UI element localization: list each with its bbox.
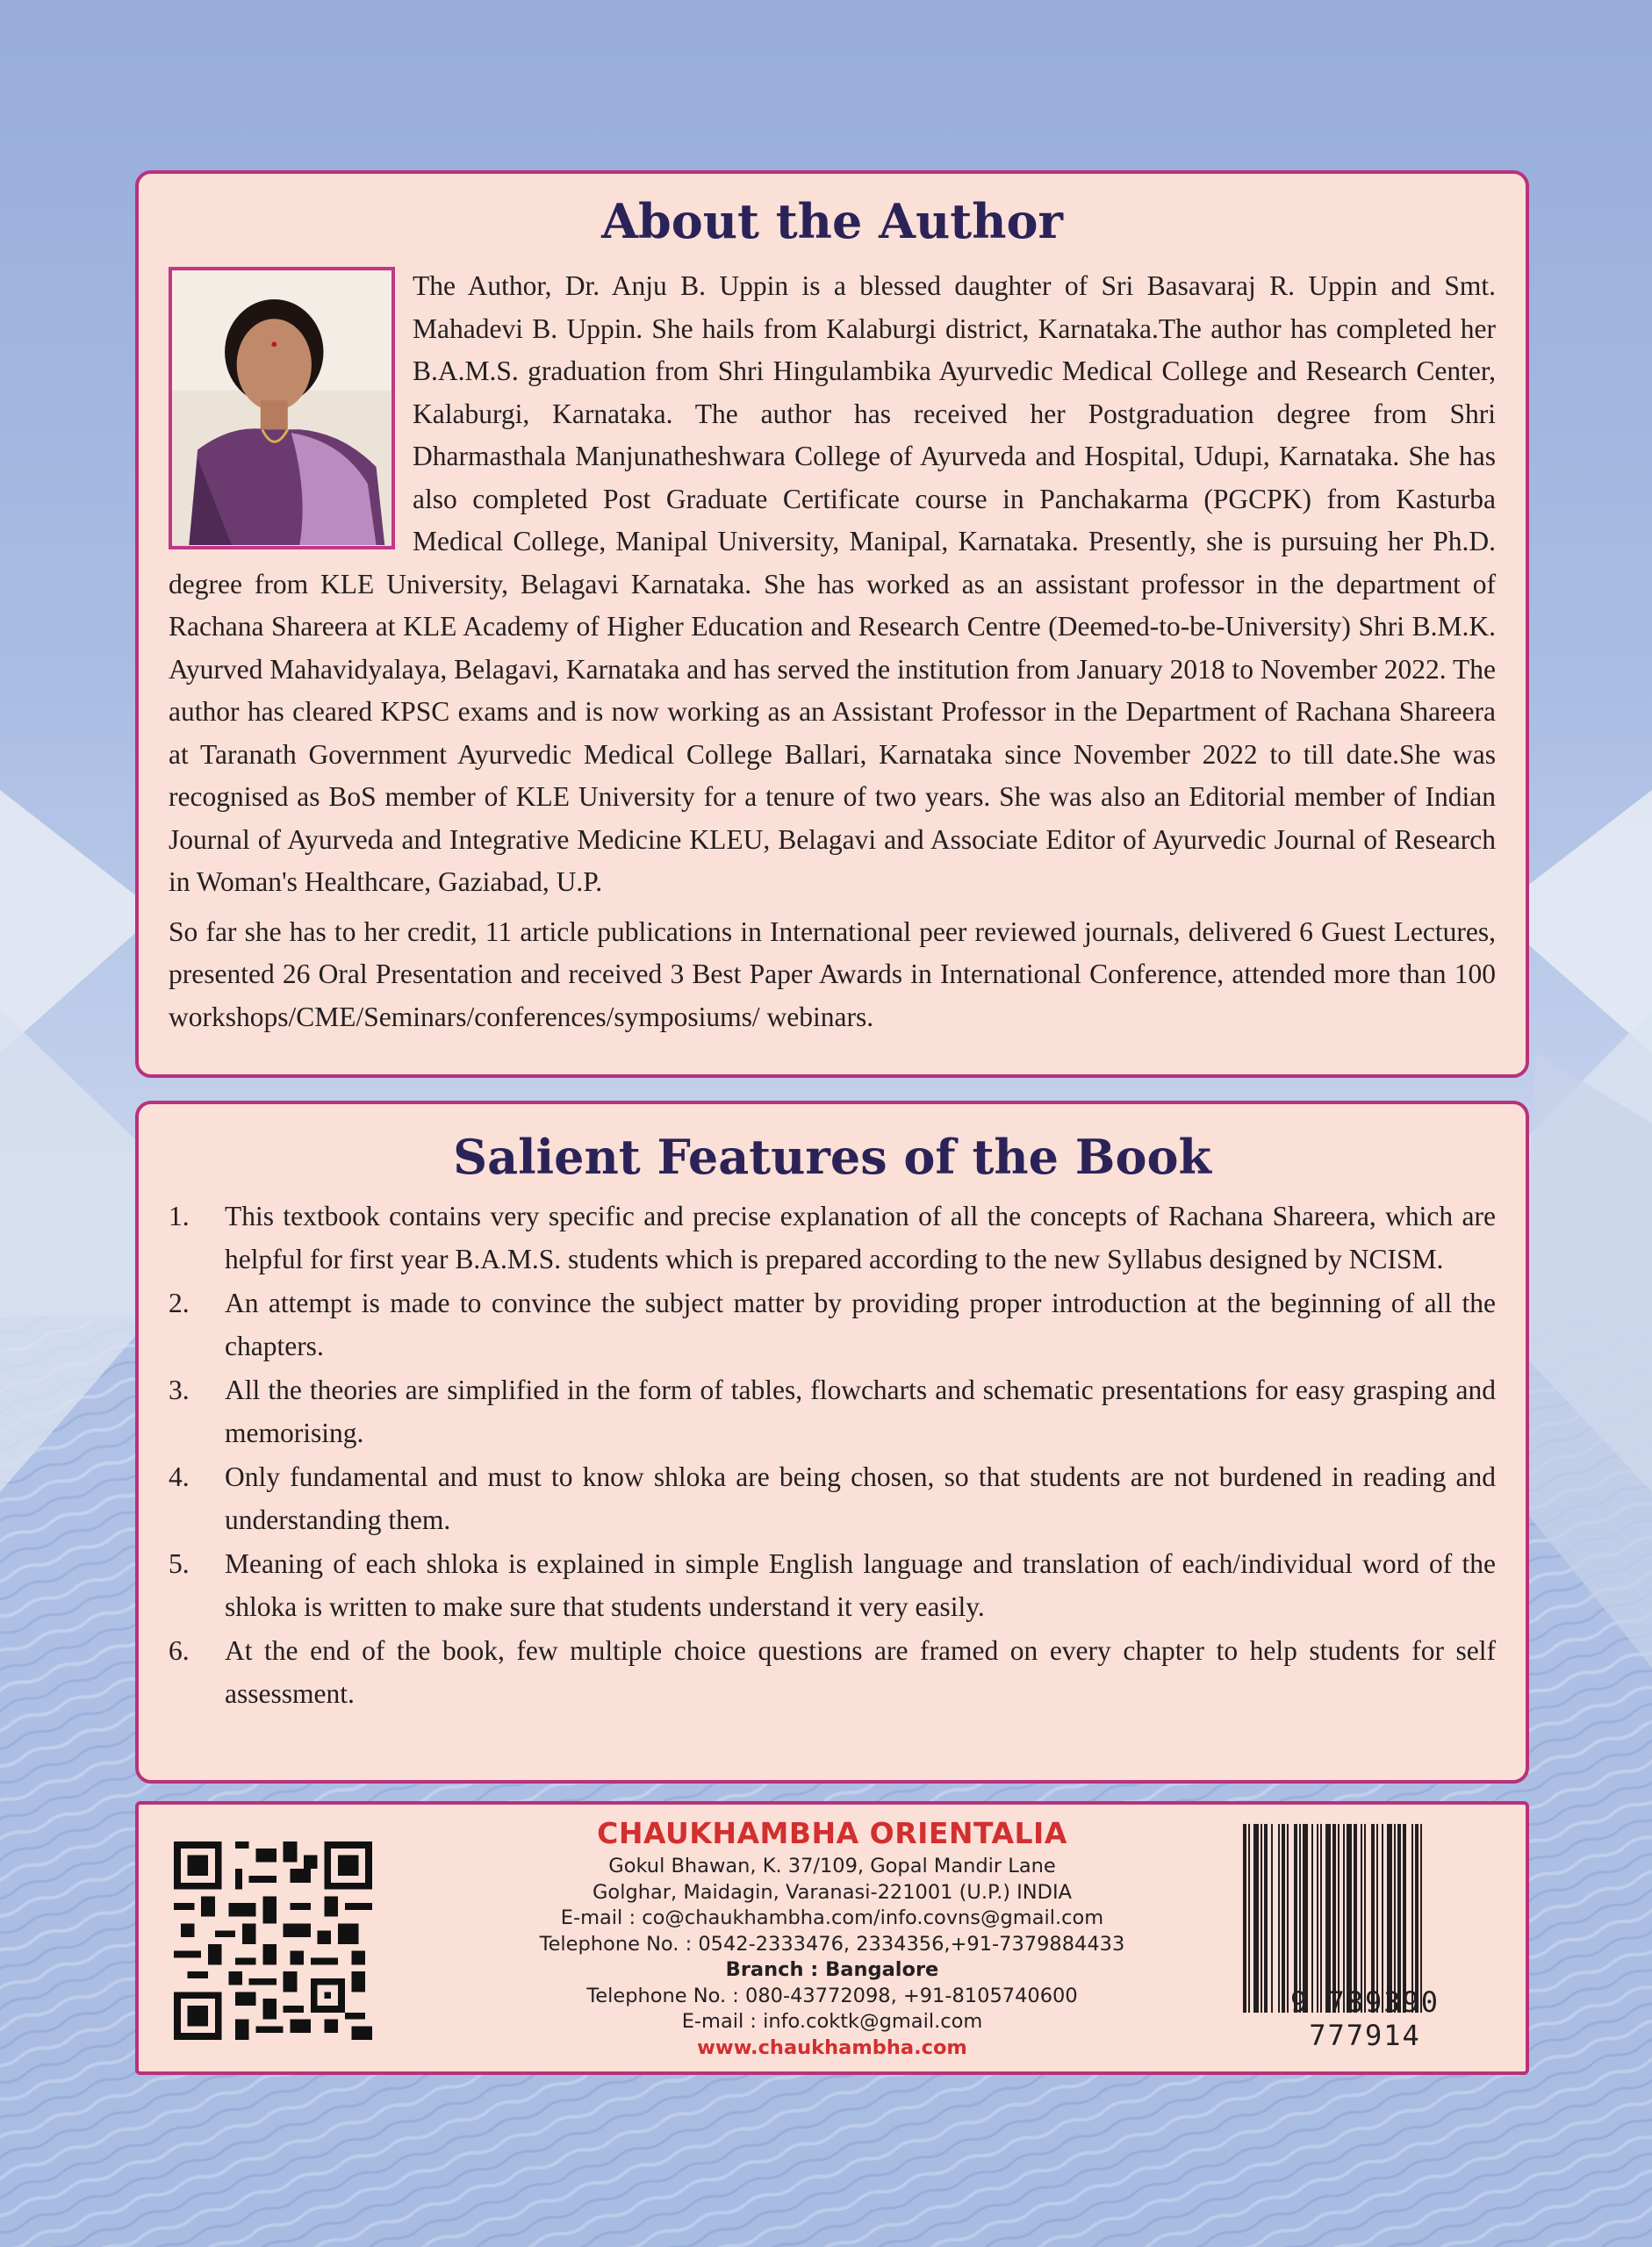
barcode-digits: 9 789390 777914 [1289, 1985, 1440, 2052]
barcode-bar [1303, 1824, 1308, 2013]
publisher-website[interactable]: www.chaukhambha.com [697, 2035, 967, 2059]
barcode-bar [1415, 1824, 1419, 2013]
feature-item [169, 1195, 1496, 1281]
about-author-panel [135, 170, 1529, 1078]
about-author-paragraph-2: So far she has to her credit, 11 article publications in International peer reviewed journals, delivered 6 Guest Lectures, presented 26 Oral Presentation and received 3 Best Paper Awards in International Conference, attended more than 100 workshops/CME/Seminars/conferences/symposiums/ webinars. [169, 915, 1496, 1032]
about-author-paragraph-1: The Author, Dr. Anju B. Uppin is a blessed daughter of Sri Basavaraj R. Uppin and Smt. Mahadevi B. Uppin. She hails from Kalaburgi district, Karnataka.The author has completed her B.A.M.S. graduation from Shri Hingulambika Ayurvedic Medical College and Research Center, Kalaburgi, Karnataka. The author has received her Postgraduation degree from Shri Dharmasthala Manjunatheshwara College of Ayurveda and Hospital, Udupi, Karnataka. She has also completed Post Graduate Certificate course in Panchakarma (PGCPK) from Kasturba Medical College, Manipal University, Manipal, Karnataka. Presently, she is pursuing her Ph.D. degree from KLE University, Belagavi Karnataka. She has worked as an assistant professor in the department of Rachana Shareera at KLE Academy of Higher Education and Research Centre (Deemed-to-be-University) Shri B.M.K. Ayurved Mahavidyalaya, Belagavi, Karnataka and has served the institution from January 2018 to November 2022. The author has cleared KPSC exams and is now working as an Assistant Professor in the Department of Rachana Shareera at Taranath Government Ayurvedic Medical College Ballari, Karnataka since November 2022 to till date.She was recognised as BoS member of KLE University for a tenure of two years. She was also an Editorial member of Indian Journal of Ayurveda and Integrative Medicine KLEU, Belagavi and Associate Editor of Ayurvedic Journal of Research in Woman's Healthcare, Gaziabad, U.P. [169, 270, 1496, 897]
barcode-bar [1317, 1824, 1318, 2013]
publisher-address-line-1: Gokul Bhawan, K. 37/109, Gopal Mandir Lane [608, 1855, 1056, 1877]
barcode-bars [1238, 1824, 1492, 2013]
barcode-bar [1320, 1824, 1322, 2013]
barcode-bar [1403, 1824, 1406, 2013]
feature-item [169, 1456, 1496, 1541]
qr-code[interactable] [174, 1841, 372, 2040]
feature-text: This textbook contains very specific and precise explanation of all the concepts of Rachana Shareera, which are helpful for first year B.A.M.S. students which is prepared according to the new Syllabus designed by NCISM. [225, 1201, 1496, 1274]
publisher-info [402, 1813, 1262, 2061]
barcode-bar [1382, 1824, 1383, 2013]
barcode-bar [1325, 1824, 1331, 2013]
author-photo [169, 267, 395, 549]
barcode-bar [1264, 1824, 1268, 2013]
feature-number: 1. [169, 1201, 190, 1231]
barcode-bar [1271, 1824, 1273, 2013]
barcode-bar [1261, 1824, 1262, 2013]
salient-features-list [169, 1195, 1496, 1717]
publisher-phone: Telephone No. : 0542-2333476, 2334356,+91-7379884433 [539, 1932, 1125, 1956]
salient-features-title: Salient Features of the Book [453, 1129, 1211, 1185]
feature-number: 4. [169, 1461, 190, 1492]
about-author-body [169, 265, 1496, 1038]
feature-item [169, 1543, 1496, 1628]
publisher-name: CHAUKHAMBHA ORIENTALIA [597, 1816, 1067, 1850]
feature-item [169, 1282, 1496, 1368]
isbn-barcode [1238, 1824, 1492, 2052]
barcode-bar [1282, 1824, 1285, 2013]
barcode-bar [1338, 1824, 1340, 2013]
barcode-bar [1332, 1824, 1336, 2013]
barcode-bar [1361, 1824, 1362, 2013]
feature-text: At the end of the book, few multiple choice questions are framed on every chapter to help students for self assessment. [225, 1635, 1496, 1709]
barcode-bar [1354, 1824, 1357, 2013]
barcode-bar [1394, 1824, 1396, 2013]
barcode-bar [1311, 1824, 1313, 2013]
barcode-bar [1420, 1824, 1422, 2013]
author-portrait-image [172, 270, 391, 546]
salient-features-panel [135, 1101, 1529, 1784]
barcode-bar [1411, 1824, 1413, 2013]
about-author-title: About the Author [601, 193, 1063, 249]
publisher-address-line-2: Golghar, Maidagin, Varanasi-221001 (U.P.) INDIA [593, 1880, 1072, 1904]
barcode-bar [1248, 1824, 1250, 2013]
feature-text: All the theories are simplified in the form of tables, flowcharts and schematic presentations for easy grasping and memorising. [225, 1375, 1496, 1448]
barcode-bar [1364, 1824, 1366, 2013]
barcode-bar [1299, 1824, 1301, 2013]
barcode-bar [1294, 1824, 1297, 2013]
feature-text: Only fundamental and must to know shloka are being chosen, so that students are not burdened in reading and understanding them. [225, 1461, 1496, 1535]
feature-item [169, 1369, 1496, 1454]
publisher-panel [135, 1801, 1529, 2075]
barcode-bar [1278, 1824, 1280, 2013]
publisher-branch-email: E-mail : info.coktk@gmail.com [681, 2010, 983, 2033]
feature-number: 6. [169, 1635, 190, 1666]
feature-number: 5. [169, 1548, 190, 1579]
barcode-bar [1343, 1824, 1345, 2013]
feature-text: Meaning of each shloka is explained in simple English language and translation of each/individual word of the shloka is written to make sure that students understand it very easily. [225, 1548, 1496, 1622]
barcode-bar [1347, 1824, 1352, 2013]
feature-text: An attempt is made to convince the subject matter by providing proper introduction at the beginning of all the chapters. [225, 1288, 1496, 1361]
barcode-bar [1287, 1824, 1289, 2013]
feature-number: 2. [169, 1288, 190, 1318]
publisher-email: E-mail : co@chaukhambha.com/info.covns@gmail.com [560, 1906, 1104, 1929]
barcode-bar [1387, 1824, 1392, 2013]
feature-item [169, 1630, 1496, 1715]
barcode-bar [1376, 1824, 1378, 2013]
barcode-bar [1253, 1824, 1259, 2013]
barcode-bar [1371, 1824, 1375, 2013]
qr-code-image [174, 1841, 372, 2040]
publisher-branch: Branch : Bangalore [725, 1958, 939, 1981]
barcode-bar [1397, 1824, 1401, 2013]
barcode-bar [1243, 1824, 1246, 2013]
publisher-branch-phone: Telephone No. : 080-43772098, +91-8105740600 [586, 1984, 1078, 2007]
feature-number: 3. [169, 1375, 190, 1405]
